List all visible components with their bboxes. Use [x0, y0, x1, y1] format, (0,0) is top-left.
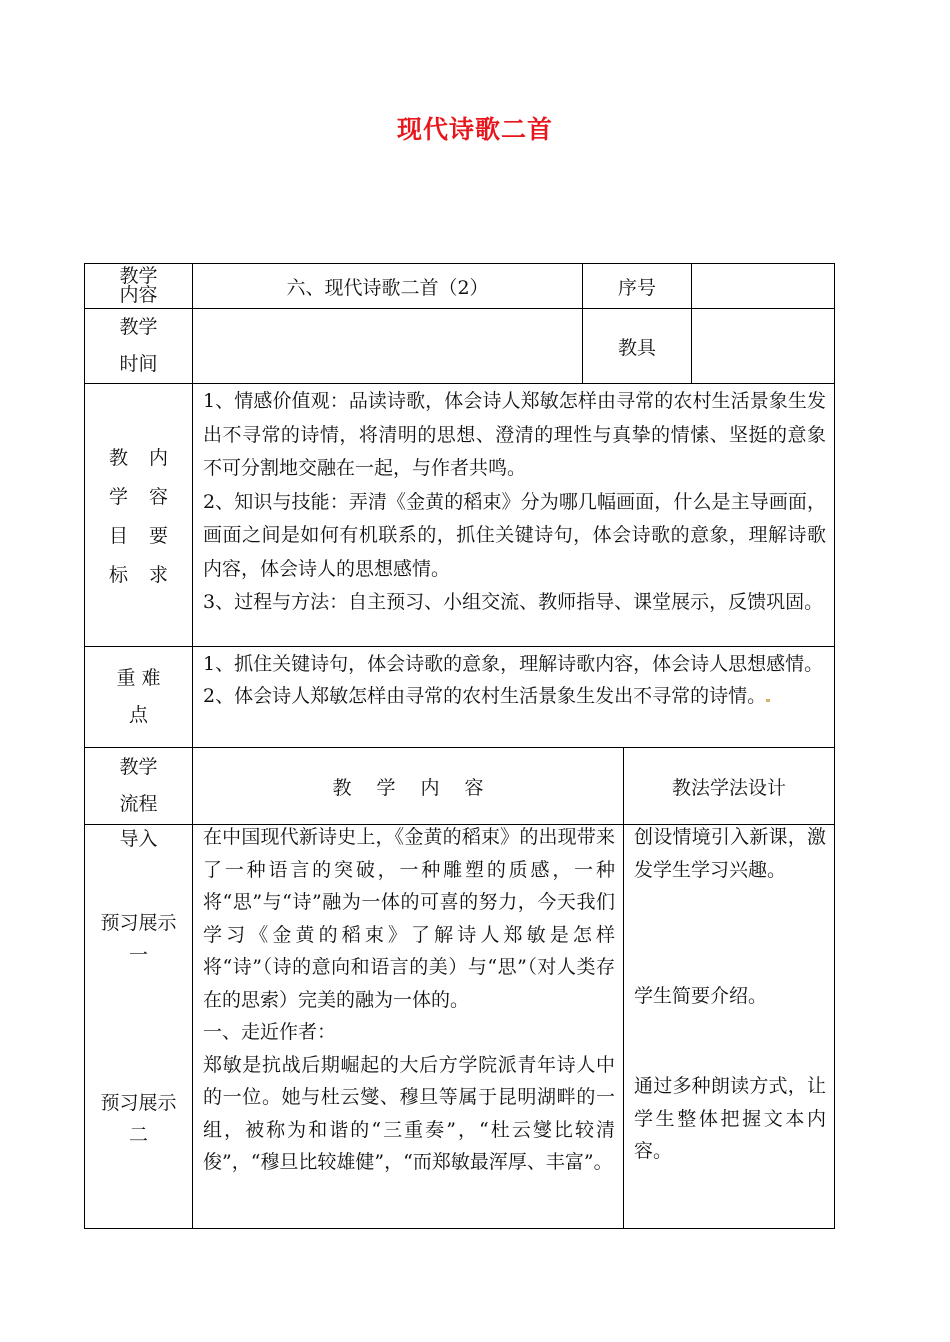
- content-label-cell: [85, 264, 193, 309]
- document-title: 现代诗歌二首: [396, 115, 553, 144]
- index-value-cell[interactable]: [692, 264, 835, 309]
- flow-label-cell: [85, 748, 193, 825]
- objective-item-2: 2、知识与技能：弄清《金黄的稻束》分为哪几幅画面，什么是主导画面，画面之间是如何有机联系的，抓住关键诗句，体会诗歌的意象，理解诗歌内容，体会诗人的思想感情。: [203, 490, 826, 580]
- content-paragraph-1: 在中国现代新诗史上，《金黄的稻束》的出现带来了一种语言的突破，一种雕塑的质感，一种将“思”与“诗”融为一体的可喜的努力，今天我们学习《金黄的稻束》了解诗人郑敏是怎样将“诗”（诗的意向和语言的美）与“思”（对人类存在的思索）完美的融为一体的。: [203, 826, 615, 1011]
- objectives-label-char: 要: [148, 525, 168, 547]
- objectives-label-char: 容: [148, 486, 168, 508]
- content-header-cell: [193, 748, 624, 825]
- content-paragraph-3: 郑敏是抗战后期崛起的大后方学院派青年诗人中的一位。她与杜云燮、穆旦等属于昆明湖畔的一组，被称为和谐的“三重奏”，“杜云燮比较清俊”，“穆旦比较雄健”，“而郑敏最浑厚、丰富”。: [203, 1053, 615, 1173]
- time-label-cell: [85, 309, 193, 384]
- keypoints-label-line-1: 重 难: [116, 667, 161, 689]
- keypoints-label-line-2: 点: [128, 704, 148, 726]
- keypoint-item-1: 1、抓住关键诗句，体会诗歌的意象，理解诗歌内容，体会诗人思想感情。: [203, 653, 824, 675]
- content-value-cell: [193, 264, 583, 309]
- flow-methods-cell: [624, 825, 835, 1229]
- step-intro: 导入: [119, 828, 158, 850]
- flow-content-cell: [193, 825, 624, 1229]
- objectives-label-char: 内: [148, 447, 168, 469]
- text-marker: [766, 699, 770, 702]
- keypoints-content-cell: [193, 647, 835, 748]
- method-3: 通过多种朗读方式，让学生整体把握文本内容。: [634, 1075, 826, 1162]
- objectives-label-char: 学: [108, 486, 128, 508]
- content-header: 教 学 内 容: [332, 776, 484, 799]
- method-2: 学生简要介绍。: [634, 985, 768, 1007]
- objectives-label-char: 求: [148, 564, 168, 586]
- flow-label-line-2: 流程: [119, 793, 158, 815]
- objective-item-1: 1、情感价值观：品读诗歌，体会诗人郑敏怎样由寻常的农村生活景象生发出不寻常的诗情，将清明的思想、澄清的理性与真挚的情愫、坚挺的意象不可分割地交融在一起，与作者共鸣。: [203, 390, 826, 479]
- objectives-content-cell: [193, 384, 835, 647]
- step-preview-2: 预习展示二: [100, 1092, 177, 1146]
- content-paragraph-2: 一、走近作者：: [203, 1021, 337, 1043]
- index-label-cell: [583, 264, 692, 309]
- objectives-label-char: 标: [108, 564, 128, 586]
- content-value: 六、现代诗歌二首（2）: [286, 276, 489, 299]
- tools-label-cell: [583, 309, 692, 384]
- objectives-label-cell: [85, 384, 193, 647]
- objectives-label-char: 教: [108, 447, 128, 469]
- tools-label: 教具: [617, 336, 656, 359]
- content-label-line-1: 教学: [119, 265, 158, 287]
- content-label-line-2: 内容: [119, 284, 158, 306]
- objectives-label-char: 目: [108, 525, 128, 547]
- index-label: 序号: [617, 276, 656, 299]
- tools-value-cell[interactable]: [692, 309, 835, 384]
- lesson-plan-table: [84, 263, 835, 1229]
- method-1: 创设情境引入新课，激发学生学习兴趣。: [634, 826, 826, 881]
- time-label-line-1: 教学: [119, 316, 158, 338]
- step-preview-1: 预习展示一: [100, 912, 177, 966]
- flow-steps-cell: [85, 825, 193, 1229]
- method-header: 教法学法设计: [671, 776, 786, 799]
- objective-item-3: 3、过程与方法：自主预习、小组交流、教师指导、课堂展示，反馈巩固。: [203, 591, 824, 613]
- keypoint-item-2: 2、体会诗人郑敏怎样由寻常的农村生活景象生发出不寻常的诗情。: [203, 680, 826, 712]
- method-header-cell: [624, 748, 835, 825]
- time-value-cell[interactable]: [193, 309, 583, 384]
- time-label-line-2: 时间: [119, 353, 158, 375]
- keypoints-label-cell: [85, 647, 193, 748]
- flow-label-line-1: 教学: [119, 756, 158, 778]
